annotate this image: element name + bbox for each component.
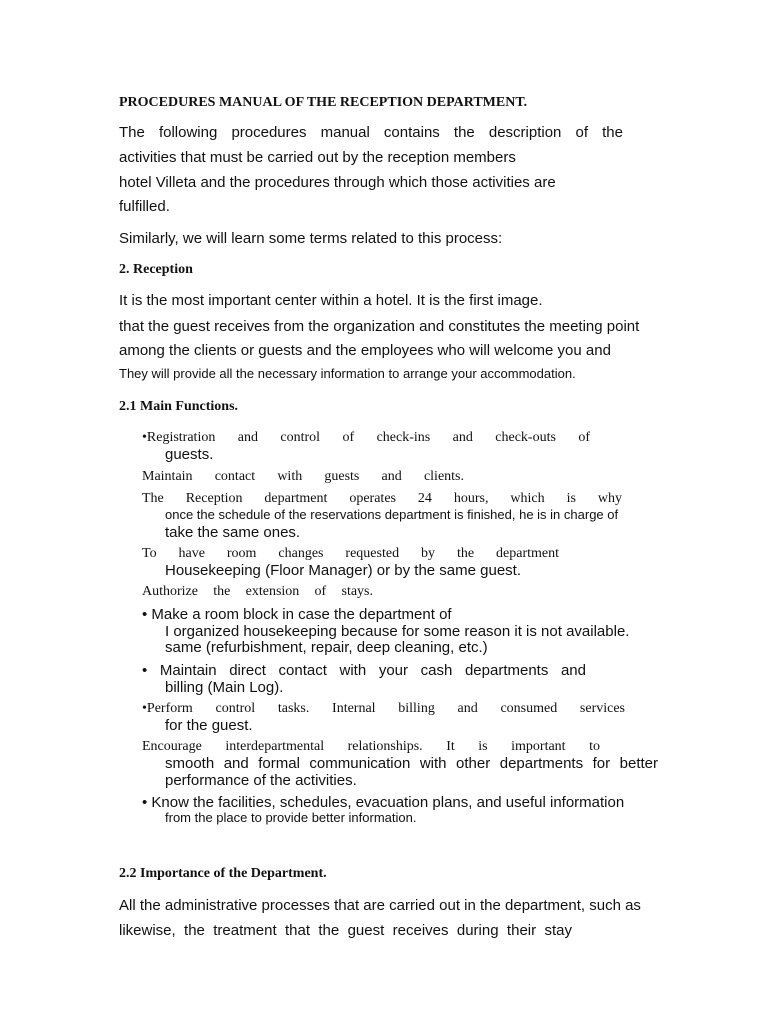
function-3-line-1: The Reception department operates 24 hours, which is why <box>142 491 622 506</box>
reception-line-1: It is the most important center within a hotel. It is the first image. <box>119 292 543 309</box>
function-4-line-1: To have room changes requested by the department <box>142 546 559 561</box>
function-10-line-2: from the place to provide better information. <box>165 810 417 825</box>
reception-line-4: They will provide all the necessary information to arrange your accommodation. <box>119 366 576 381</box>
function-3-line-3: take the same ones. <box>165 524 301 541</box>
function-7-line-2: billing (Main Log). <box>165 679 284 696</box>
function-2-line-1: Maintain contact with guests and clients. <box>142 469 464 484</box>
function-10-line-1: • Know the facilities, schedules, evacuation plans, and useful information <box>142 794 625 811</box>
reception-line-3: among the clients or guests and the employees who will welcome you and <box>119 342 611 359</box>
function-8-line-2: for the guest. <box>165 717 253 734</box>
intro-line-1: The following procedures manual contains the description of the <box>119 124 623 141</box>
function-6-line-1: • Make a room block in case the department of <box>142 606 452 623</box>
document-title: PROCEDURES MANUAL OF THE RECEPTION DEPARTMENT. <box>119 95 528 110</box>
function-6-line-3: same (refurbishment, repair, deep cleaning, etc.) <box>165 639 488 656</box>
section-importance-heading: 2.2 Importance of the Department. <box>119 866 327 881</box>
importance-line-2: likewise, the treatment that the guest receives during their stay <box>119 922 572 939</box>
function-6-line-2: I organized housekeeping because for some reason it is not available. <box>165 623 630 640</box>
section-functions-heading: 2.1 Main Functions. <box>119 399 239 414</box>
function-9-line-2: smooth and formal communication with other departments for better <box>165 755 658 772</box>
function-3-line-2: once the schedule of the reservations department is finished, he is in charge of <box>165 507 619 522</box>
function-7-line-1: • Maintain direct contact with your cash departments and <box>142 662 586 679</box>
function-1-line-1: •Registration and control of check-ins and check-outs of <box>142 430 590 445</box>
function-9-line-1: Encourage interdepartmental relationships. It is important to <box>142 739 600 754</box>
intro-line-3: hotel Villeta and the procedures through which those activities are <box>119 174 556 191</box>
section-reception-heading: 2. Reception <box>119 262 193 277</box>
function-4-line-2: Housekeeping (Floor Manager) or by the same guest. <box>165 562 522 579</box>
terms-line: Similarly, we will learn some terms related to this process: <box>119 230 503 247</box>
importance-line-1: All the administrative processes that are carried out in the department, such as <box>119 897 641 914</box>
function-1-line-2: guests. <box>165 446 214 463</box>
intro-line-4: fulfilled. <box>119 198 170 215</box>
intro-line-2: activities that must be carried out by the reception members <box>119 149 516 166</box>
function-5-line-1: Authorize the extension of stays. <box>142 584 373 599</box>
function-8-line-1: •Perform control tasks. Internal billing and consumed services <box>142 701 625 716</box>
function-9-line-3: performance of the activities. <box>165 772 357 789</box>
reception-line-2: that the guest receives from the organization and constitutes the meeting point <box>119 318 640 335</box>
